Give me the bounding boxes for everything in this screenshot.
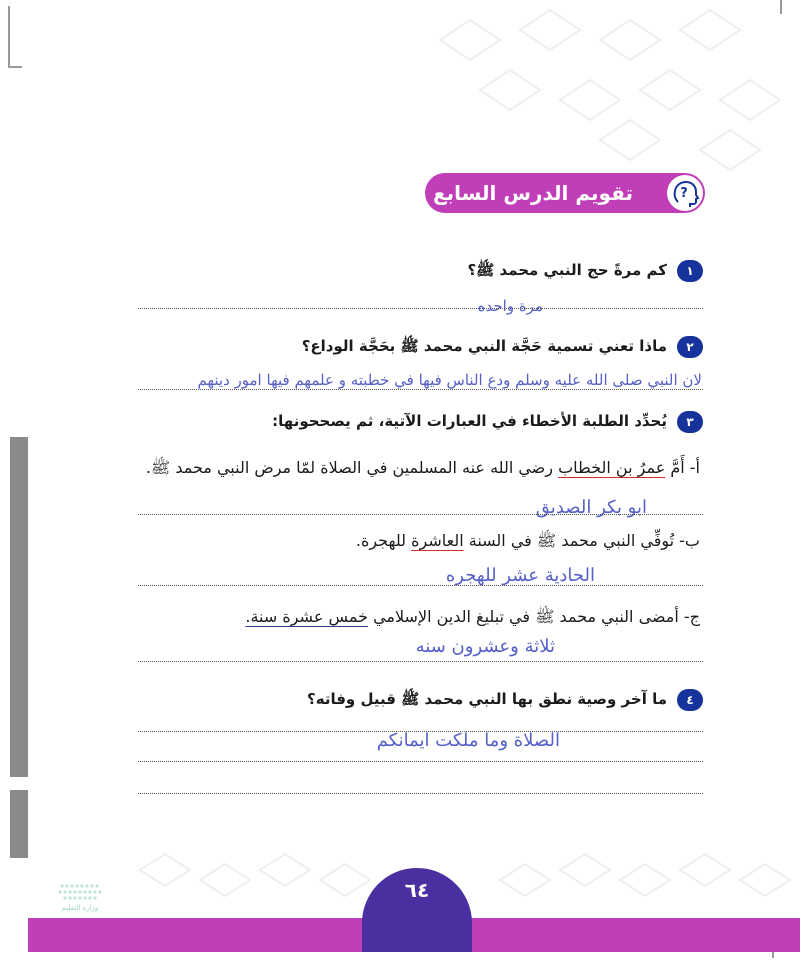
question-1-number: ١ — [677, 260, 703, 282]
lesson-title-banner — [425, 173, 705, 213]
statement-a-answer: ابو بكر الصديق — [535, 497, 647, 518]
question-3-text: يُحدِّد الطلبة الأخطاء في العبارات الآتية، ثم يصححونها: — [272, 412, 667, 430]
crop-mark — [780, 0, 782, 14]
statement-a-error: عمرُ بن الخطاب — [558, 458, 666, 477]
statement-b-answer: الحادية عشر للهجره — [445, 565, 595, 586]
statement-b — [356, 531, 700, 554]
statement-c — [245, 607, 700, 630]
statement-b-before: تُوفِّي النبي محمد ﷺ في السنة — [468, 531, 675, 550]
question-1-text: كم مرةً حج النبي محمد ﷺ؟ — [467, 261, 667, 279]
statement-a-before: أَمَّ — [670, 458, 685, 477]
statement-c-error: خمس عشرة سنة. — [245, 607, 368, 626]
answer-line — [138, 793, 703, 794]
statement-b-error: العاشرة — [411, 531, 464, 550]
statement-a-after: رضي الله عنه المسلمين في الصلاة لمّا مرض النبي محمد ﷺ. — [145, 458, 553, 477]
statement-a-letter: أ- — [689, 458, 700, 477]
ministry-logo — [40, 878, 120, 914]
answer-line — [138, 308, 703, 309]
lesson-title: تقويم الدرس السابع — [433, 181, 633, 205]
answer-line — [138, 761, 703, 762]
question-4-answer: الصلاة وما ملكت ايمانكم — [376, 730, 560, 751]
question-1-answer: مرة واحده — [477, 297, 543, 315]
answer-line — [138, 514, 703, 515]
question-2-number: ٢ — [677, 336, 703, 358]
statement-c-answer: ثلاثة وعشرون سنه — [415, 636, 555, 657]
thinking-head-icon — [667, 175, 703, 211]
crop-mark — [8, 6, 24, 68]
question-4-text: ما آخر وصية نطق بها النبي محمد ﷺ قبيل وفاته؟ — [307, 690, 667, 708]
svg-text:?: ? — [680, 186, 688, 201]
question-3-number: ٣ — [677, 411, 703, 433]
statement-a — [146, 458, 700, 481]
side-bar-bottom — [10, 790, 28, 858]
question-2-text: ماذا تعني تسمية حَجَّة النبي محمد ﷺ بحَجَّة الوداع؟ — [301, 337, 667, 355]
statement-c-before: أمضى النبي محمد ﷺ في تبليغ الدين الإسلامي — [373, 607, 679, 626]
answer-line — [138, 389, 703, 390]
statement-b-after: للهجرة. — [355, 531, 407, 550]
question-2-answer: لان النبي صلى الله عليه وسلم ودع الناس فيها في خطبته و علمهم فيها امور دينهم — [197, 371, 702, 389]
crop-mark — [8, 66, 22, 72]
answer-line — [138, 585, 703, 586]
statement-c-letter: ج- — [683, 607, 700, 626]
answer-line — [138, 661, 703, 662]
statement-b-letter: ب- — [679, 531, 700, 550]
ministry-logo-caption: وزارة التعليم — [61, 904, 99, 912]
page-number: ٦٤ — [404, 878, 430, 902]
question-4-number: ٤ — [677, 689, 703, 711]
ministry-logo-icon — [40, 878, 120, 906]
side-bar-top — [10, 437, 28, 777]
